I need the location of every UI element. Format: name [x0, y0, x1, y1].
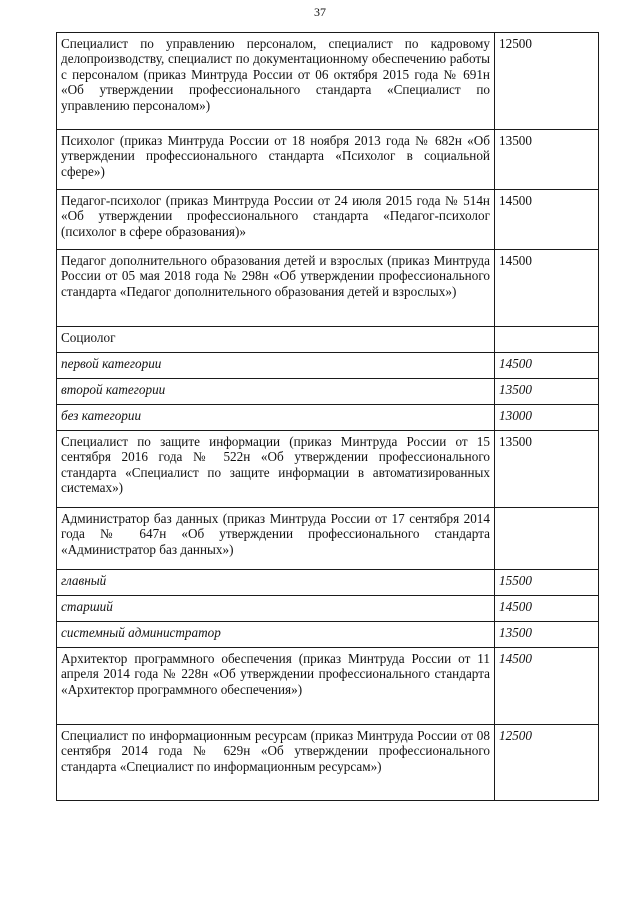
position-name-cell: без категории	[57, 405, 495, 431]
salary-amount-cell: 14500	[495, 648, 599, 725]
salary-amount-cell: 14500	[495, 353, 599, 379]
salary-amount-cell	[495, 508, 599, 570]
position-name-cell: Специалист по информационным ресурсам (приказ Минтруда России от 08 сентября 2014 года № 629н «Об утверждении профессионального стандарта «Специалист по информационным ресурсам»)	[57, 725, 495, 801]
position-name-cell: второй категории	[57, 379, 495, 405]
salary-amount-cell: 12500	[495, 33, 599, 130]
table-row	[57, 33, 599, 130]
page-number: 37	[314, 5, 326, 19]
position-name-cell: Специалист по управлению персоналом, специалист по кадровому делопроизводству, специалист по документационному обеспечению работы с персоналом (приказ Минтруда России от 06 октября 2015 года № 691н «Об утверждении профессионального стандарта «Специалист по управлению персоналом»)	[57, 33, 495, 130]
position-name-cell: Администратор баз данных (приказ Минтруда России от 17 сентября 2014 года № 647н «Об утверждении профессионального стандарта «Администратор баз данных»)	[57, 508, 495, 570]
position-name-cell: Архитектор программного обеспечения (приказ Минтруда России от 11 апреля 2014 года № 228н «Об утверждении профессионального стандарта «Архитектор программного обеспечения»)	[57, 648, 495, 725]
salary-amount-cell: 14500	[495, 596, 599, 622]
salary-amount-cell: 13500	[495, 130, 599, 190]
salary-amount-cell: 13500	[495, 379, 599, 405]
table-row	[57, 570, 599, 596]
salary-amount-cell: 13000	[495, 405, 599, 431]
table-row	[57, 431, 599, 508]
salary-amount-cell: 14500	[495, 190, 599, 250]
table-row	[57, 405, 599, 431]
table-row	[57, 379, 599, 405]
table-row	[57, 622, 599, 648]
table-row	[57, 250, 599, 327]
position-name-cell: Социолог	[57, 327, 495, 353]
salary-amount-cell	[495, 327, 599, 353]
salary-table	[56, 32, 599, 801]
position-name-cell: старший	[57, 596, 495, 622]
position-name-cell: Психолог (приказ Минтруда России от 18 ноября 2013 года № 682н «Об утверждении профессионального стандарта «Психолог в социальной сфере»)	[57, 130, 495, 190]
salary-amount-cell: 15500	[495, 570, 599, 596]
table-row	[57, 648, 599, 725]
salary-amount-cell: 13500	[495, 431, 599, 508]
position-name-cell: первой категории	[57, 353, 495, 379]
table-row	[57, 725, 599, 801]
table-row	[57, 190, 599, 250]
position-name-cell: системный администратор	[57, 622, 495, 648]
table-row	[57, 508, 599, 570]
position-name-cell: Педагог-психолог (приказ Минтруда России от 24 июля 2015 года № 514н «Об утверждении профессионального стандарта «Педагог-психолог (психолог в сфере образования)»	[57, 190, 495, 250]
salary-amount-cell: 13500	[495, 622, 599, 648]
salary-table-body	[57, 33, 599, 801]
table-row	[57, 596, 599, 622]
table-row	[57, 130, 599, 190]
position-name-cell: главный	[57, 570, 495, 596]
salary-amount-cell: 14500	[495, 250, 599, 327]
table-row	[57, 327, 599, 353]
table-row	[57, 353, 599, 379]
salary-amount-cell: 12500	[495, 725, 599, 801]
position-name-cell: Педагог дополнительного образования детей и взрослых (приказ Минтруда России от 05 мая 2018 года № 298н «Об утверждении профессионального стандарта «Педагог дополнительного образования детей и взрослых»)	[57, 250, 495, 327]
position-name-cell: Специалист по защите информации (приказ Минтруда России от 15 сентября 2016 года № 522н «Об утверждении профессионального стандарта «Специалист по защите информации в автоматизированных системах»)	[57, 431, 495, 508]
